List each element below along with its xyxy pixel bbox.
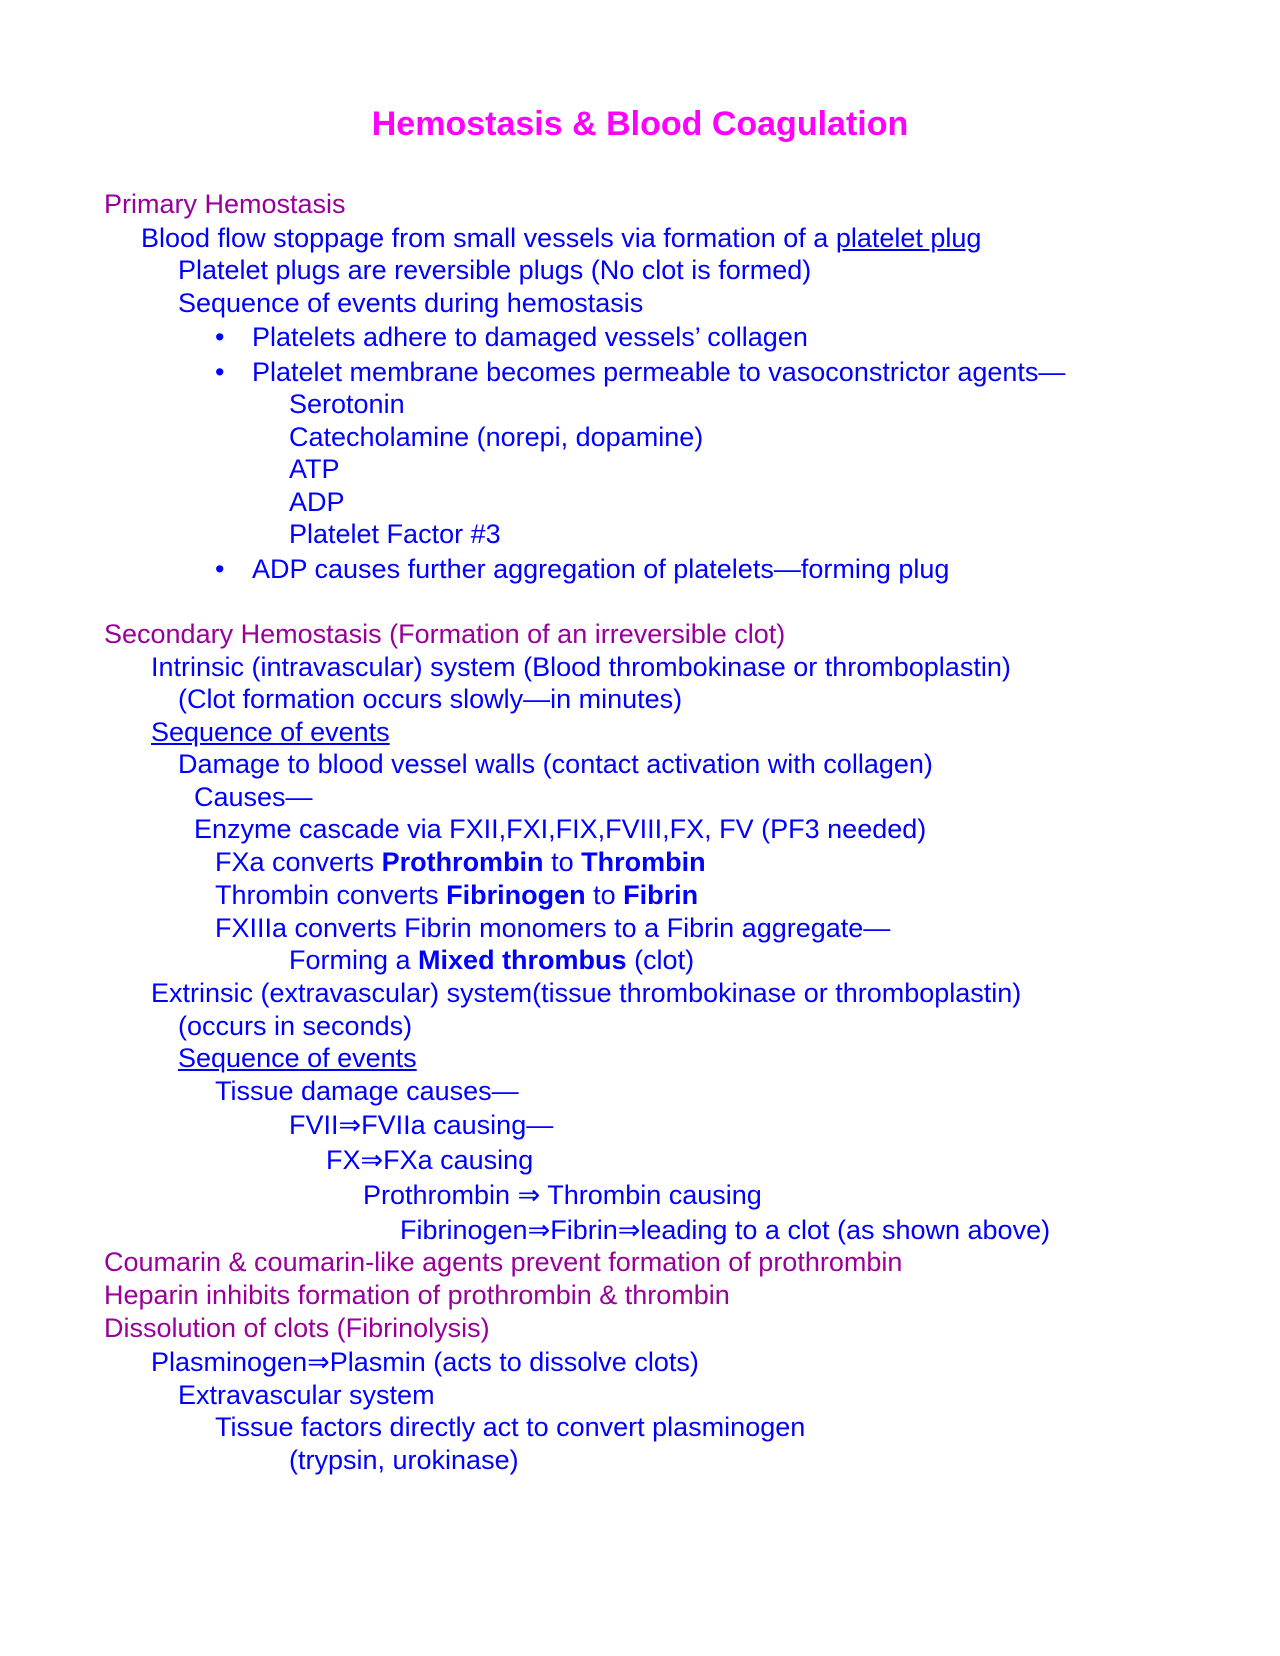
intrinsic-system-line: Intrinsic (intravascular) system (Blood thrombokinase or thromboplastin) xyxy=(151,652,1011,682)
thr-text-3: to xyxy=(585,880,624,910)
fvii-line: FVII⇒FVIIa causing— xyxy=(289,1110,554,1140)
mixed-thrombus-line xyxy=(289,944,694,976)
primary-definition xyxy=(141,222,981,254)
extrinsic-speed-line: (occurs in seconds) xyxy=(178,1011,413,1041)
heparin-line: Heparin inhibits formation of prothrombin & thrombin xyxy=(104,1280,730,1310)
fx-line: FX⇒FXa causing xyxy=(326,1145,534,1175)
thrombin-term: Thrombin xyxy=(581,847,706,877)
thrombin-line xyxy=(215,879,698,911)
bullet-membrane-permeable: Platelet membrane becomes permeable to vasoconstrictor agents— xyxy=(252,357,1066,387)
platelet-plug-term: platelet plug xyxy=(835,223,982,253)
thr-text-1: Thrombin converts xyxy=(215,880,447,910)
examples-line: (trypsin, urokinase) xyxy=(289,1445,519,1475)
prothrombin-line: Prothrombin ⇒ Thrombin causing xyxy=(363,1180,762,1210)
tissue-damage-line: Tissue damage causes— xyxy=(215,1076,519,1106)
agent-item: Catecholamine (norepi, dopamine) xyxy=(289,422,704,452)
agent-item: Platelet Factor #3 xyxy=(289,519,501,549)
bullet-dot: • xyxy=(215,357,225,387)
sequence-hemostasis-line: Sequence of events during hemostasis xyxy=(178,288,644,318)
primary-hemostasis-heading: Primary Hemostasis xyxy=(104,189,346,219)
tissue-factors-line: Tissue factors directly act to convert plasminogen xyxy=(215,1412,806,1442)
damage-line: Damage to blood vessel walls (contact activation with collagen) xyxy=(178,749,933,779)
extravascular-line: Extravascular system xyxy=(178,1380,435,1410)
fibrin-term: Fibrin xyxy=(623,880,699,910)
prothrombin-term: Prothrombin xyxy=(381,847,544,877)
enzyme-cascade-line: Enzyme cascade via FXII,FXI,FIX,FVIII,FX, FV (PF3 needed) xyxy=(194,814,927,844)
intrinsic-speed-line: (Clot formation occurs slowly—in minutes) xyxy=(178,684,683,714)
agent-item: ADP xyxy=(289,487,345,517)
bullet-dot: • xyxy=(215,322,225,352)
mix-text-1: Forming a xyxy=(289,945,419,975)
extrinsic-system-line: Extrinsic (extravascular) system(tissue thrombokinase or thromboplastin) xyxy=(151,978,1022,1008)
plasminogen-line: Plasminogen⇒Plasmin (acts to dissolve clots) xyxy=(151,1347,699,1377)
agent-item: ATP xyxy=(289,454,340,484)
bullet-platelets-adhere: Platelets adhere to damaged vessels’ collagen xyxy=(252,322,808,352)
fibrinogen-term: Fibrinogen xyxy=(446,880,586,910)
mixed-thrombus-term: Mixed thrombus xyxy=(418,945,627,975)
bullet-dot: • xyxy=(215,554,225,584)
reversible-plugs-line: Platelet plugs are reversible plugs (No clot is formed) xyxy=(178,255,812,285)
causes-line: Causes— xyxy=(194,782,313,812)
fibrinolysis-heading: Dissolution of clots (Fibrinolysis) xyxy=(104,1313,490,1343)
mix-text-3: (clot) xyxy=(626,945,695,975)
fibrinogen-line: Fibrinogen⇒Fibrin⇒leading to a clot (as shown above) xyxy=(400,1215,1051,1245)
fxiiia-line: FXIIIa converts Fibrin monomers to a Fibrin aggregate— xyxy=(215,913,891,943)
fxa-text-3: to xyxy=(543,847,582,877)
coumarin-line: Coumarin & coumarin-like agents prevent formation of prothrombin xyxy=(104,1247,903,1277)
fxa-line xyxy=(215,846,706,878)
extrinsic-sequence-label: Sequence of events xyxy=(178,1043,417,1073)
intrinsic-sequence-label: Sequence of events xyxy=(151,717,390,747)
fxa-text-1: FXa converts xyxy=(215,847,382,877)
page-title: Hemostasis & Blood Coagulation xyxy=(371,105,909,143)
bullet-adp-aggregation: ADP causes further aggregation of platelets—forming plug xyxy=(252,554,950,584)
agent-item: Serotonin xyxy=(289,389,405,419)
primary-definition-text: Blood flow stoppage from small vessels via formation of a xyxy=(141,223,836,253)
secondary-hemostasis-heading: Secondary Hemostasis (Formation of an irreversible clot) xyxy=(104,619,786,649)
